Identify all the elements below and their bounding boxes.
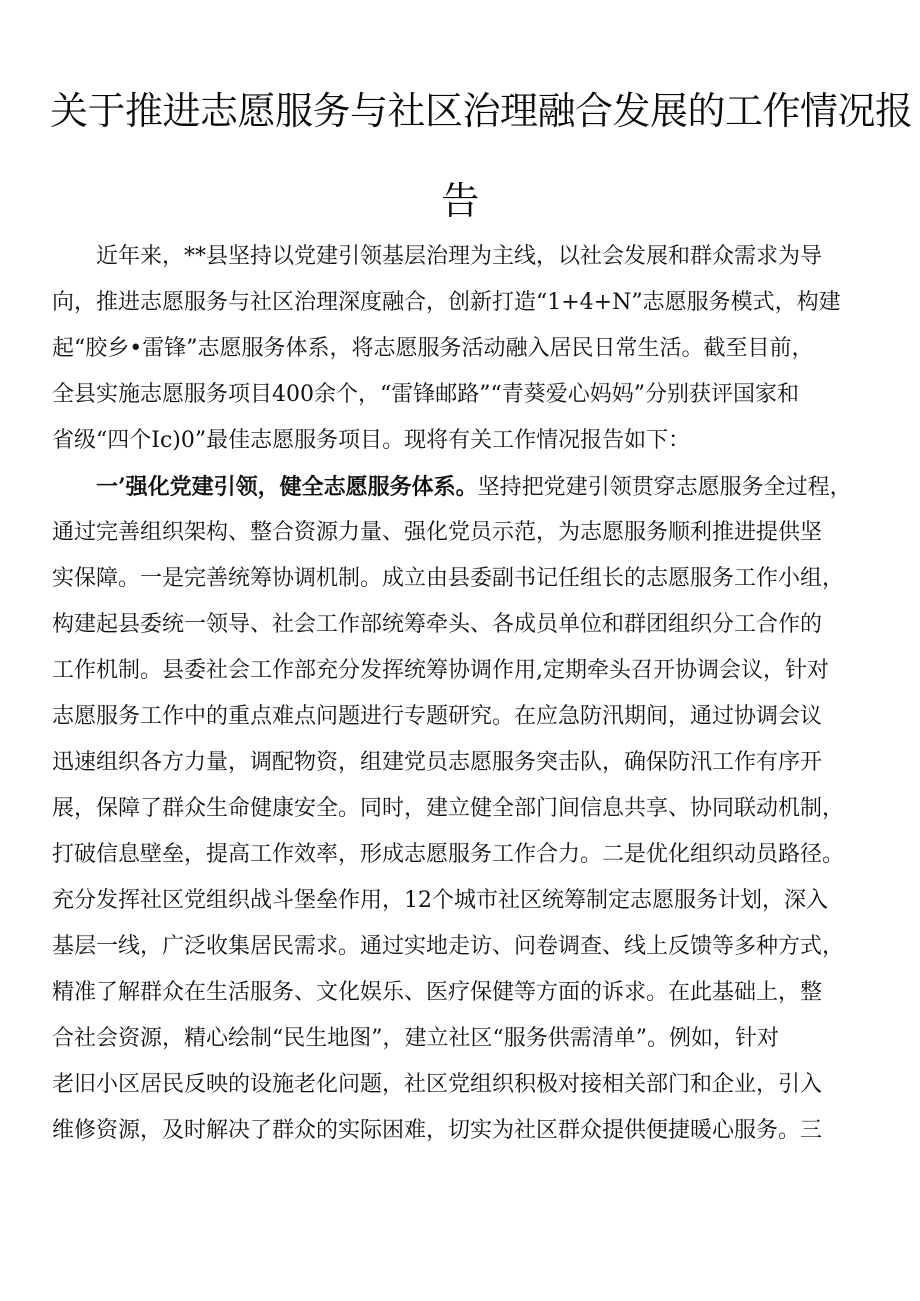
document-title-continued: 告 — [441, 179, 479, 223]
paragraph-line: 打破信息壁垒，提高工作效率，形成志愿服务工作合力。二是优化组织动员路径。 — [52, 842, 845, 867]
paragraph-line: 迅速组织各方力量，调配物资，组建党员志愿服务突击队，确保防汛工作有序开 — [52, 750, 823, 775]
paragraph-line: 展，保障了群众生命健康安全。同时，建立健全部门间信息共享、协同联动机制， — [52, 796, 845, 821]
paragraph-line: 向，推进志愿服务与社区治理深度融合，创新打造“1+4+N”志愿服务模式，构建 — [52, 290, 841, 315]
section-heading-line — [52, 464, 880, 510]
paragraph-line: 维修资源，及时解决了群众的实际困难，切实为社区群众提供便捷暖心服务。三 — [52, 1118, 823, 1143]
paragraph-line: 老旧小区居民反映的设施老化问题，社区党组织积极对接相关部门和企业，引入 — [52, 1072, 823, 1097]
section-heading: 一’强化党建引领，健全志愿服务体系。 — [52, 474, 478, 500]
paragraph-line: 构建起县委统一领导、社会工作部统筹牵头、各成员单位和群团组织分工合作的 — [52, 612, 823, 637]
document-body — [52, 234, 880, 1154]
paragraph-line: 全县实施志愿服务项目400余个，“雷锋邮路”“青葵爱心妈妈”分别获评国家和 — [52, 382, 799, 407]
paragraph-line: 充分发挥社区党组织战斗堡垒作用，12个城市社区统筹制定志愿服务计划，深入 — [52, 888, 828, 913]
document-title: 关于推进志愿服务与社区治理融合发展的工作情况报 — [50, 89, 913, 133]
paragraph-line: 近年来，**县坚持以党建引领基层治理为主线，以社会发展和群众需求为导 — [52, 244, 823, 269]
paragraph-line: 通过完善组织架构、整合资源力量、强化党员示范，为志愿服务顺利推进提供坚 — [52, 520, 823, 545]
paragraph-line: 起“胶乡•雷锋”志愿服务体系，将志愿服务活动融入居民日常生活。截至目前， — [52, 336, 814, 361]
paragraph-line: 省级“四个Ic)0”最佳志愿服务项目。现将有关工作情况报告如下： — [52, 428, 691, 453]
paragraph-line: 合社会资源，精心绘制“民生地图”，建立社区“服务供需清单”。例如，针对 — [52, 1026, 779, 1051]
section-text: 坚持把党建引领贯穿志愿服务全过程， — [477, 475, 852, 500]
paragraph-line: 志愿服务工作中的重点难点问题进行专题研究。在应急防汛期间，通过协调会议 — [52, 704, 823, 729]
paragraph-line: 基层一线，广泛收集居民需求。通过实地走访、问卷调查、线上反馈等多种方式， — [52, 934, 845, 959]
paragraph-line: 实保障。一是完善统筹协调机制。成立由县委副书记任组长的志愿服务工作小组， — [52, 566, 845, 591]
paragraph-line: 精准了解群众在生活服务、文化娱乐、医疗保健等方面的诉求。在此基础上，整 — [52, 980, 823, 1005]
paragraph-line: 工作机制。县委社会工作部充分发挥统筹协调作用,定期牵头召开协调会议，针对 — [52, 658, 829, 683]
